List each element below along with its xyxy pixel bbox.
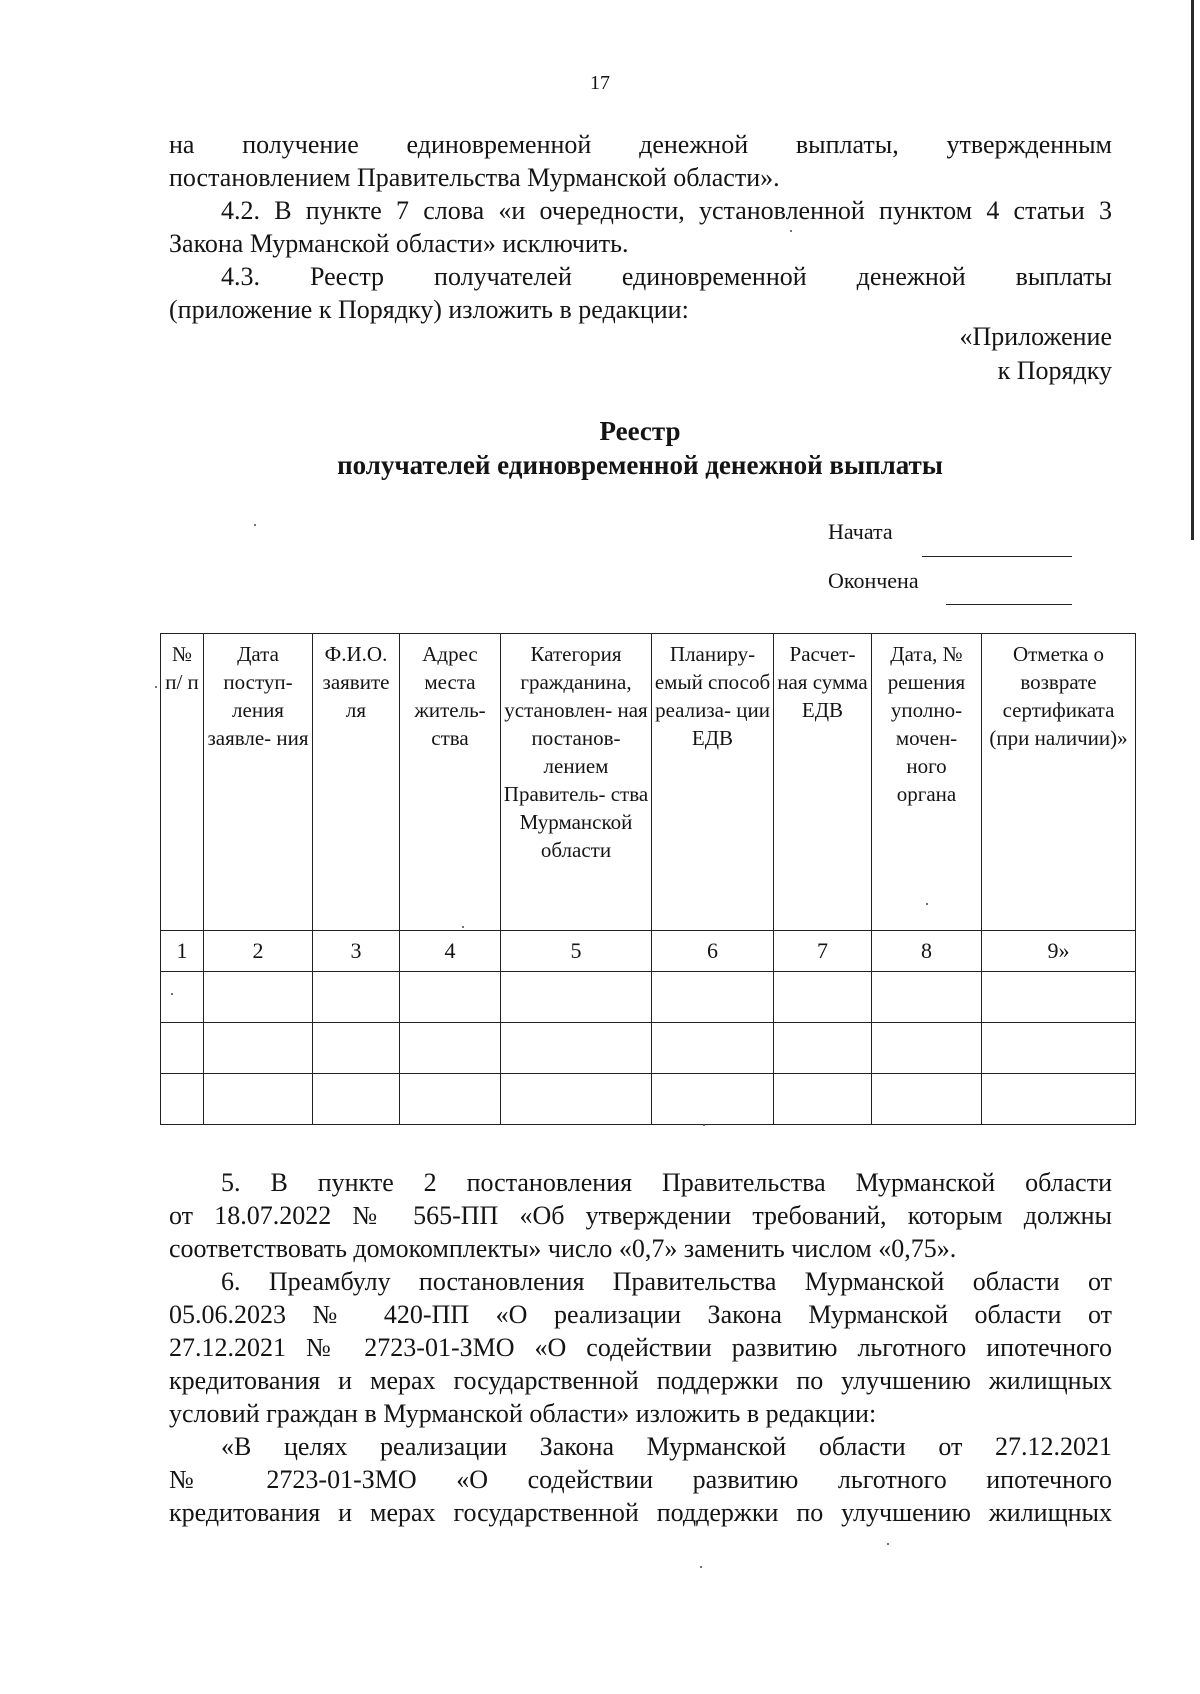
item-5-line-2: от 18.07.2022 № 565-ПП «Об утверждении требований, которым должны	[169, 1201, 1112, 1230]
intro-block	[169, 128, 1112, 326]
scan-speck	[462, 926, 464, 928]
scan-speck	[155, 686, 157, 688]
empty-cell	[204, 1023, 313, 1074]
empty-cell	[652, 1023, 774, 1074]
preamble-line-3: кредитования и мерах государственной поддержки по улучшению жилищных	[169, 1498, 1112, 1527]
empty-cell	[872, 972, 982, 1023]
empty-cell	[982, 1023, 1136, 1074]
column-number-cell: 9»	[982, 931, 1136, 972]
item-5-line-3: соответствовать домокомплекты» число «0,7» заменить числом «0,75».	[169, 1234, 957, 1263]
column-number-cell: 6	[652, 931, 774, 972]
empty-cell	[774, 972, 872, 1023]
column-number-cell: 1	[161, 931, 204, 972]
column-number-cell: 7	[774, 931, 872, 972]
column-number-cell: 3	[313, 931, 400, 972]
empty-cell	[652, 972, 774, 1023]
empty-cell	[872, 1023, 982, 1074]
header-cell: Планиру- емый способ реализа- ции ЕДВ	[652, 634, 774, 931]
body-paragraphs	[169, 1166, 1112, 1529]
scan-speck	[887, 1543, 889, 1545]
scan-speck	[700, 1566, 702, 1568]
header-cell: № п/ п	[161, 634, 204, 931]
page-number: 17	[590, 72, 610, 94]
empty-cell	[400, 972, 501, 1023]
item-4-3-line-1: 4.3. Реестр получателей единовременной денежной выплаты	[221, 262, 1112, 291]
empty-cell	[400, 1023, 501, 1074]
column-number-row	[161, 931, 1136, 972]
empty-cell	[982, 1074, 1136, 1125]
item-6-line-2: 05.06.2023 № 420-ПП «О реализации Закона Мурманской области от	[169, 1300, 1112, 1329]
header-cell: Дата поступ- ления заявле- ния	[204, 634, 313, 931]
scan-speck	[790, 230, 792, 232]
empty-cell	[501, 1023, 652, 1074]
item-6-line-5: условий граждан в Мурманской области» изложить в редакции:	[169, 1399, 877, 1428]
empty-cell	[400, 1074, 501, 1125]
header-cell: Ф.И.О. заявите ля	[313, 634, 400, 931]
preamble-line-1: «В целях реализации Закона Мурманской области от 27.12.2021	[221, 1432, 1112, 1461]
header-cell: Категория гражданина, установлен- ная постанов- лением Правитель- ства Мурманской области	[501, 634, 652, 931]
item-6-line-3: 27.12.2021 № 2723-01-ЗМО «О содействии развитию льготного ипотечного	[169, 1333, 1112, 1362]
header-cell: Дата, № решения уполно- мочен- ного органа	[872, 634, 982, 931]
header-cell: Расчет- ная сумма ЕДВ	[774, 634, 872, 931]
header-cell: Адрес места житель- ства	[400, 634, 501, 931]
column-number-cell: 2	[204, 931, 313, 972]
item-6-line-4: кредитования и мерах государственной поддержки по улучшению жилищных	[169, 1366, 1112, 1395]
appendix-note	[760, 320, 1112, 388]
item-4-2-line-1: 4.2. В пункте 7 слова «и очередности, установленной пунктом 4 статьи 3	[221, 196, 1112, 225]
started-label: Начата	[828, 519, 893, 544]
empty-cell	[161, 1023, 204, 1074]
empty-cell	[313, 1023, 400, 1074]
item-5-line-1: 5. В пункте 2 постановления Правительства Мурманской области	[221, 1168, 1112, 1197]
appendix-line-2: к Порядку	[997, 356, 1112, 385]
empty-row	[161, 1074, 1136, 1125]
empty-cell	[501, 972, 652, 1023]
ended-blank-line	[946, 604, 1072, 605]
empty-cell	[161, 972, 204, 1023]
empty-cell	[982, 972, 1136, 1023]
empty-cell	[204, 1074, 313, 1125]
empty-cell	[161, 1074, 204, 1125]
registry-table	[160, 633, 1136, 1125]
empty-cell	[872, 1074, 982, 1125]
scan-speck	[254, 524, 256, 526]
ended-label: Окончена	[828, 568, 919, 593]
started-blank-line	[922, 556, 1072, 557]
empty-cell	[501, 1074, 652, 1125]
header-cell: Отметка о возврате сертификата (при наличии)»	[982, 634, 1136, 931]
registry-title	[0, 414, 1200, 482]
registry-title-line-2: получателей единовременной денежной выплаты	[337, 450, 943, 480]
header-row	[161, 634, 1136, 931]
intro-line-2: постановлением Правительства Мурманской области».	[169, 163, 780, 192]
scan-speck	[926, 903, 928, 905]
scan-speck	[171, 993, 173, 995]
column-number-cell: 8	[872, 931, 982, 972]
empty-cell	[774, 1074, 872, 1125]
empty-cell	[313, 972, 400, 1023]
item-6-line-1: 6. Преамбулу постановления Правительства Мурманской области от	[221, 1267, 1112, 1296]
scan-speck	[703, 1124, 705, 1126]
empty-cell	[204, 972, 313, 1023]
appendix-line-1: «Приложение	[959, 322, 1112, 351]
item-4-2-line-2: Закона Мурманской области» исключить.	[169, 229, 629, 258]
intro-line-1: на получение единовременной денежной выплаты, утвержденным	[169, 130, 1112, 159]
column-number-cell: 5	[501, 931, 652, 972]
preamble-line-2: № 2723-01-ЗМО «О содействии развитию льготного ипотечного	[169, 1465, 1112, 1494]
empty-row	[161, 1023, 1136, 1074]
item-4-3-line-2: (приложение к Порядку) изложить в редакции:	[169, 295, 689, 324]
column-number-cell: 4	[400, 931, 501, 972]
registry-title-line-1: Реестр	[599, 416, 681, 446]
empty-cell	[313, 1074, 400, 1125]
empty-cell	[774, 1023, 872, 1074]
empty-cell	[652, 1074, 774, 1125]
empty-row	[161, 972, 1136, 1023]
